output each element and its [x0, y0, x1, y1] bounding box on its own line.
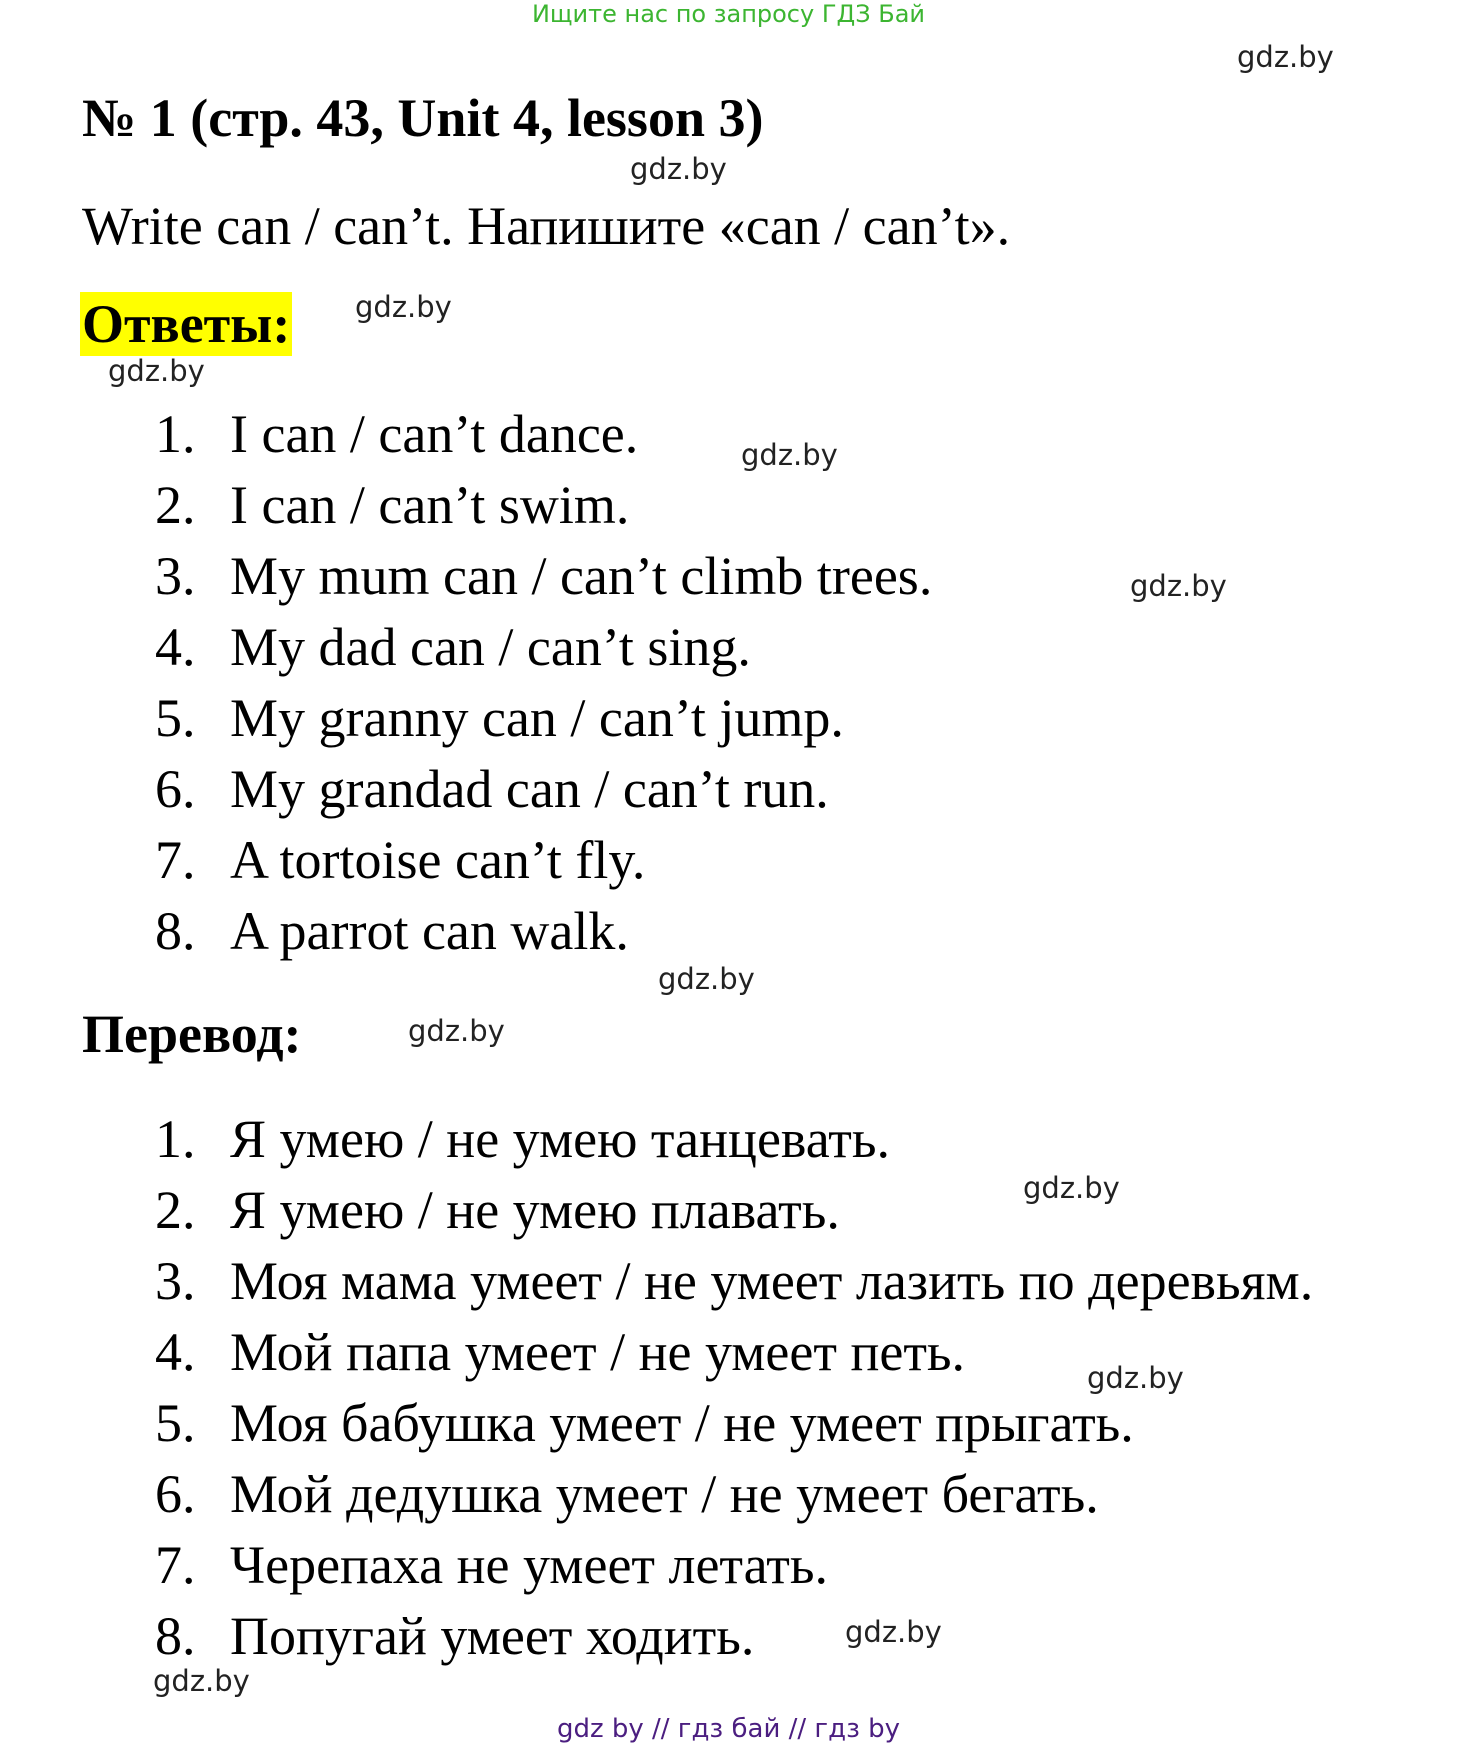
translation-heading: Перевод: [82, 1004, 302, 1064]
item-text: Черепаха не умеет летать. [230, 1535, 828, 1595]
item-text: My dad can / can’t sing. [230, 617, 751, 677]
item-text: Мой папа умеет / не умеет петь. [230, 1322, 966, 1382]
watermark: gdz.by [408, 1014, 505, 1048]
task-instruction: Write can / can’t. Напишите «can / can’t». [82, 196, 1011, 256]
item-text: I can / can’t dance. [230, 404, 639, 464]
item-text: Моя мама умеет / не умеет лазить по деревьям. [230, 1251, 1314, 1311]
item-text: Я умею / не умею танцевать. [230, 1109, 890, 1169]
item-text: Я умею / не умею плавать. [230, 1180, 840, 1240]
watermark: gdz.by [1237, 40, 1334, 74]
item-number: 1. [155, 404, 196, 464]
watermark: gdz.by [1023, 1171, 1120, 1205]
watermark: gdz.by [1087, 1361, 1184, 1395]
item-number: 6. [155, 1464, 196, 1524]
item-text: Попугай умеет ходить. [230, 1606, 755, 1666]
item-number: 3. [155, 546, 196, 606]
footer-links[interactable]: gdz by // гдз бай // гдз by [556, 1714, 901, 1744]
item-number: 4. [155, 1322, 196, 1382]
watermark: gdz.by [741, 438, 838, 472]
item-number: 8. [155, 1606, 196, 1666]
item-text: My grandad can / can’t run. [230, 759, 829, 819]
item-number: 6. [155, 759, 196, 819]
item-text: Мой дедушка умеет / не умеет бегать. [230, 1464, 1099, 1524]
item-number: 7. [155, 1535, 196, 1595]
item-text: Моя бабушка умеет / не умеет прыгать. [230, 1393, 1134, 1453]
item-text: My mum can / can’t climb trees. [230, 546, 933, 606]
item-number: 5. [155, 1393, 196, 1453]
watermark: gdz.by [108, 354, 205, 388]
item-text: A parrot can walk. [230, 901, 629, 961]
item-text: I can / can’t swim. [230, 475, 630, 535]
item-number: 3. [155, 1251, 196, 1311]
item-number: 7. [155, 830, 196, 890]
watermark: gdz.by [630, 152, 727, 186]
item-number: 1. [155, 1109, 196, 1169]
item-number: 4. [155, 617, 196, 677]
item-number: 2. [155, 475, 196, 535]
watermark: gdz.by [1130, 569, 1227, 603]
watermark: gdz.by [153, 1664, 250, 1698]
item-number: 2. [155, 1180, 196, 1240]
watermark: gdz.by [845, 1615, 942, 1649]
answers-heading: Ответы: [82, 294, 291, 354]
item-text: A tortoise can’t fly. [230, 830, 646, 890]
top-banner[interactable]: Ищите нас по запросу ГДЗ Бай [531, 0, 926, 28]
item-number: 8. [155, 901, 196, 961]
item-number: 5. [155, 688, 196, 748]
watermark: gdz.by [658, 962, 755, 996]
watermark: gdz.by [355, 290, 452, 324]
page-title: № 1 (стр. 43, Unit 4, lesson 3) [82, 88, 764, 148]
item-text: My granny can / can’t jump. [230, 688, 844, 748]
